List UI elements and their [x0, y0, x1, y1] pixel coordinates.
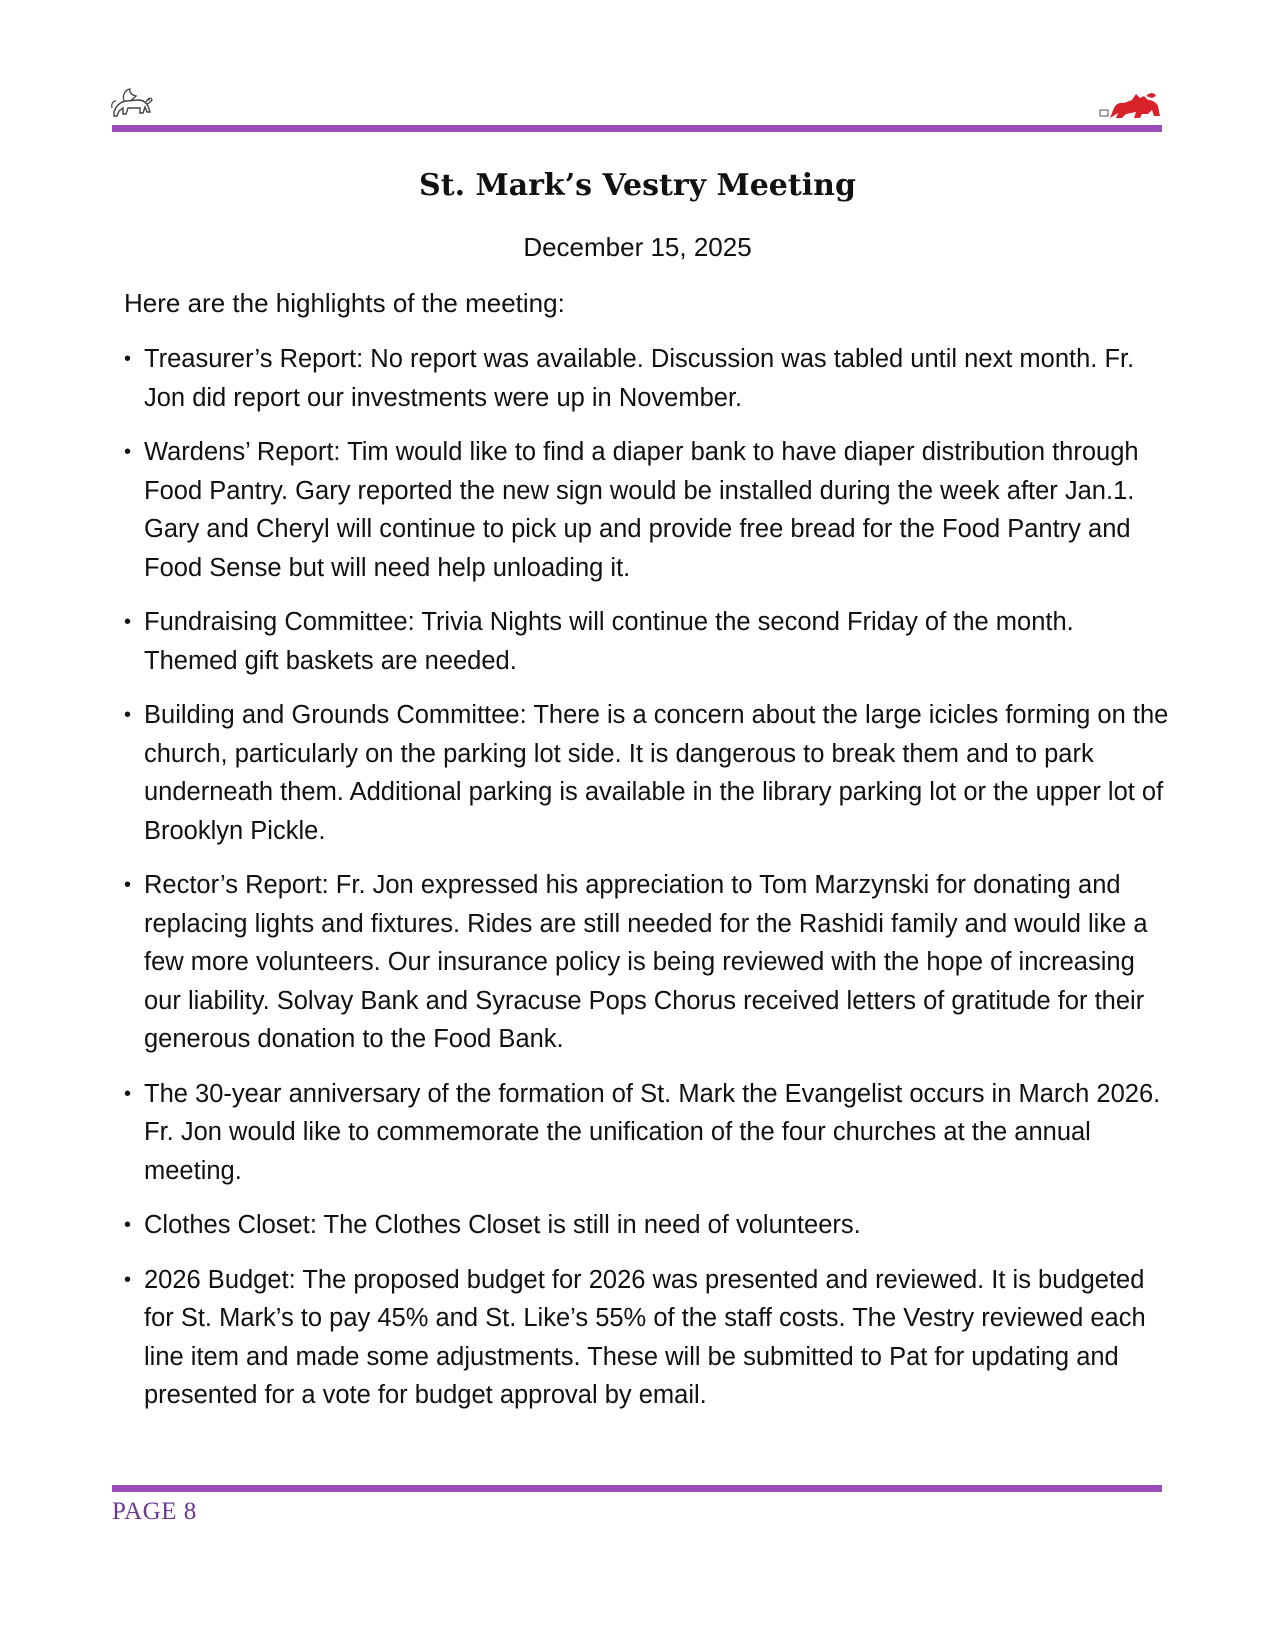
footer-rule	[112, 1485, 1162, 1492]
header-rule	[112, 125, 1162, 132]
red-lion-logo-icon	[1098, 88, 1162, 124]
winged-lion-logo-icon	[110, 86, 154, 122]
list-item: • Treasurer’s Report: No report was available. Discussion was tabled until next month. Fr. Jon did report our investments were up in November.	[124, 340, 1170, 417]
list-item: • 2026 Budget: The proposed budget for 2026 was presented and reviewed. It is budgeted for St. Mark’s to pay 45% and St. Like’s 55% of the staff costs. The Vestry reviewed each line item and made some adjustments. These will be submitted to Pat for updating and presented for a vote for budget approval by email.	[124, 1261, 1170, 1415]
list-item: • Clothes Closet: The Clothes Closet is still in need of volunteers.	[124, 1206, 1170, 1245]
intro-text: Here are the highlights of the meeting:	[124, 288, 565, 318]
list-item: • Rector’s Report: Fr. Jon expressed his appreciation to Tom Marzynski for donating and replacing lights and fixtures. Rides are still needed for the Rashidi family and would like a few more volunteers. Our insurance policy is being reviewed with the hope of increasing our liability. Solvay Bank and Syracuse Pops Chorus received letters of gratitude for their generous donation to the Food Bank.	[124, 866, 1170, 1059]
page-title: St. Mark’s Vestry Meeting	[419, 168, 856, 203]
highlights-list	[124, 340, 1170, 1431]
page-number: PAGE 8	[112, 1498, 197, 1525]
list-item: • Building and Grounds Committee: There is a concern about the large icicles forming on the church, particularly on the parking lot side. It is dangerous to break them and to park underneath them. Additional parking is available in the library parking lot or the upper lot of Brooklyn Pickle.	[124, 696, 1170, 850]
list-item: • Fundraising Committee: Trivia Nights will continue the second Friday of the month. Themed gift baskets are needed.	[124, 603, 1170, 680]
meeting-date: December 15, 2025	[523, 232, 752, 262]
list-item: • Wardens’ Report: Tim would like to find a diaper bank to have diaper distribution through Food Pantry. Gary reported the new sign would be installed during the week after Jan.1. Gary and Cheryl will continue to pick up and provide free bread for the Food Pantry and Food Sense but will need help unloading it.	[124, 433, 1170, 587]
list-item: • The 30-year anniversary of the formation of St. Mark the Evangelist occurs in March 2026. Fr. Jon would like to commemorate the unification of the four churches at the annual meeting.	[124, 1075, 1170, 1191]
